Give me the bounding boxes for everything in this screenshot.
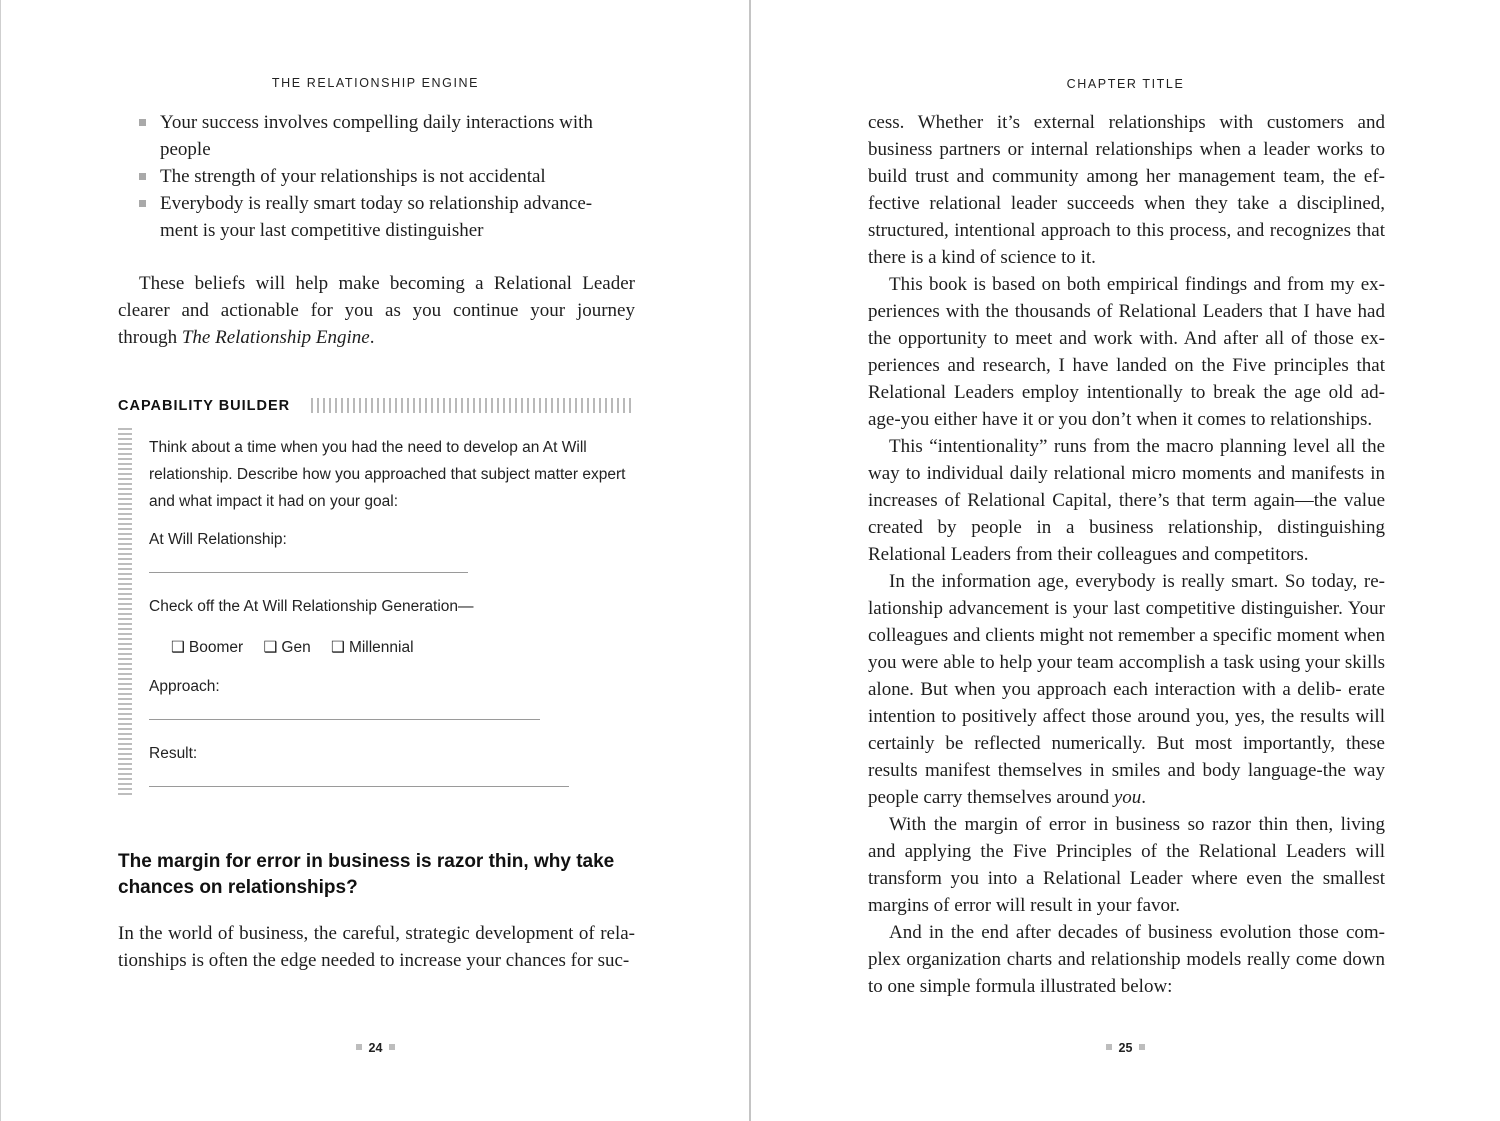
bullet-item: Everybody is really smart today so relationship advance- ment is your last competitive distinguisher [139,190,619,244]
capability-builder-prompt: Think about a time when you had the need to develop an At Will relationship. Describe how you approached that subject matter expert and what impact it had on your goal: [149,439,626,510]
paragraph: This book is based on both empirical findings and from my ex- periences with the thousands of Relational Leaders that I have had the opportunity to meet and work with. And after all of those ex- periences and research, I have landed on the Five principles that Relational Leaders employ intentionally to break the age old ad- age-you either have it or you don’t when it comes to relationships. [868,274,1385,430]
at-will-answer-line [149,572,468,573]
section-subheading: The margin for error in business is razor thin, why take chances on relationships? [118,851,615,898]
page-number-left: 24 [1,1041,750,1055]
capability-builder-side-rule [118,428,132,796]
running-head-left: THE RELATIONSHIP ENGINE [271,76,480,90]
approach-answer-line [149,719,540,720]
capability-builder-title: CAPABILITY BUILDER [118,398,291,414]
at-will-label: At Will Relationship: [149,531,287,548]
paragraph: cess. Whether it’s external relationships with customers and business partners or internal relationships when a leader works to build trust and community among her management team, the ef- fective relational leader succeeds when they take a disciplined, structured, intentional approach to this process, and recognizes that there is a kind of science to it. [868,112,1385,268]
checkbox-icon: ❑ [263,639,278,656]
capability-builder-header [118,396,635,418]
business-paragraph: In the world of business, the careful, strategic development of rela- tionships is often the edge needed to increase your chances for suc- [118,923,635,971]
checkbox-boomer: ❑ Boomer [171,639,244,656]
book-title-italic: The Relationship Engine [181,327,370,348]
checkbox-icon: ❑ [171,639,185,656]
right-body-text [868,109,1385,1000]
paragraph: In the information age, everybody is really smart. So today, re- lationship advancement is your last competitive distinguisher. Your colleagues and clients might not remember a specific moment when you were able to help your team accomplish a task using your skills alone. But when you approach each interaction with a delib- erate intention to positively affect those around you, yes, the results will certainly be reflected numerically. But most importantly, these results manifest themselves in smiles and body language-the way people carry themselves around you. [868,571,1385,808]
checkbox-gen: ❑ Gen [263,639,311,656]
belief-bullet-list [139,109,619,244]
checkbox-millennial: ❑ Millennial [331,639,414,656]
paragraph: With the margin of error in business so razor thin then, living and applying the Five Principles of the Relational Leaders will transform you into a Relational Leader where even the smallest margins of error will result in your favor. [868,814,1385,916]
checkbox-icon: ❑ [331,639,345,656]
approach-label: Approach: [149,678,220,695]
beliefs-paragraph: These beliefs will help make becoming a Relational Leader clearer and actionable for you as you continue your journey through The Relationship Engine. [118,273,635,348]
folio-square-icon [356,1044,362,1050]
right-page [751,0,1500,1121]
folio-square-icon [1139,1044,1145,1050]
bullet-item: Your success involves compelling daily interactions with people [139,109,619,163]
generation-label: Check off the At Will Relationship Generation— [149,598,474,615]
page-number-right: 25 [751,1041,1500,1055]
bullet-item: The strength of your relationships is not accidental [139,163,619,190]
generation-checkbox-group [171,637,430,659]
folio-square-icon [389,1044,395,1050]
emphasis-italic: you [1113,787,1142,808]
result-answer-line [149,786,569,787]
paragraph: This “intentionality” runs from the macro planning level all the way to individual daily relational micro moments and manifests in increases of Relational Capital, there’s that term again—the value created by people in a business relationship, distinguishing Relational Leaders from their colleagues and competitors. [868,436,1385,565]
result-label: Result: [149,745,198,762]
running-head-right: CHAPTER TITLE [1066,77,1185,91]
tick-rule-decoration [311,398,635,413]
paragraph: And in the end after decades of business evolution those com- plex organization charts and relationship models really come down to one simple formula illustrated below: [868,922,1385,997]
folio-square-icon [1106,1044,1112,1050]
